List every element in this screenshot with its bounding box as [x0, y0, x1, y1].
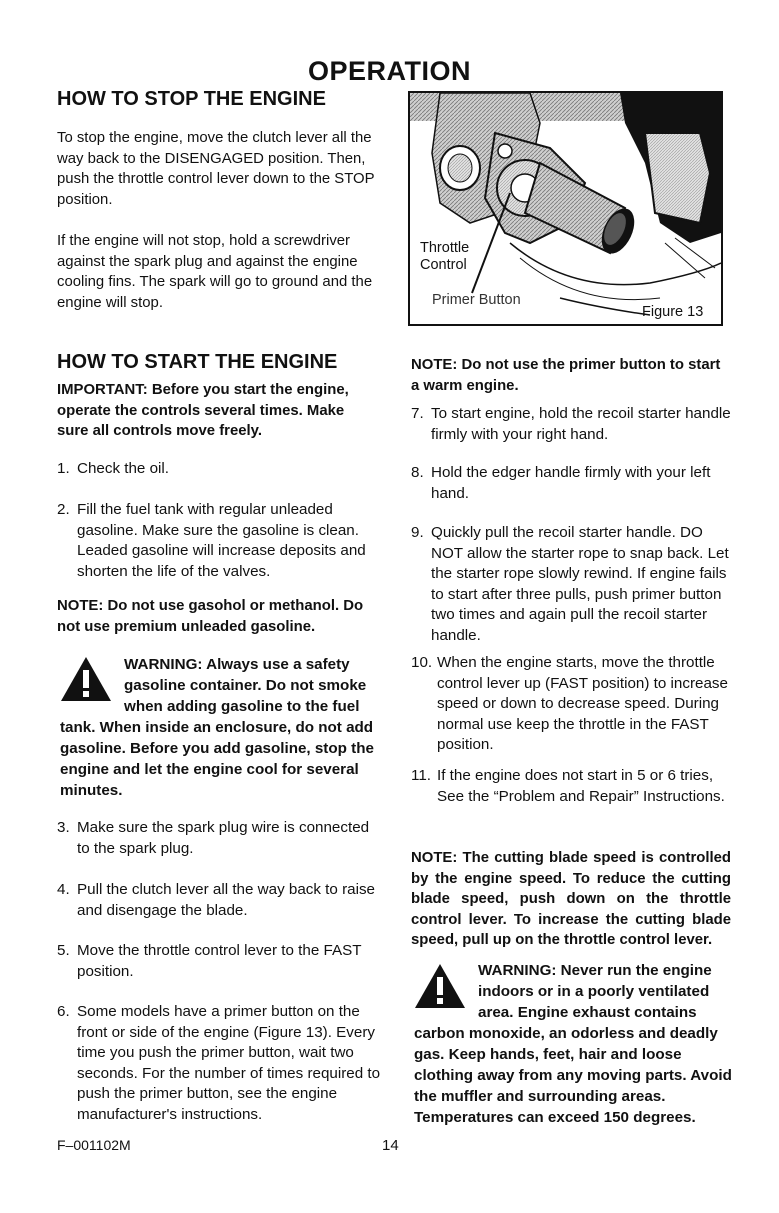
- step-7-text: To start engine, hold the recoil starter handle firmly with your right hand.: [431, 405, 731, 443]
- page-number: 14: [382, 1137, 399, 1154]
- step-2-text: Fill the fuel tank with regular unleaded gasoline. Make sure the gasoline is clean. Leaded gasoline will increase deposits and shorten the life of the valves.: [77, 501, 366, 580]
- step-8-text: Hold the edger handle firmly with your left hand.: [431, 464, 711, 502]
- note-blade-speed: NOTE: The cutting blade speed is controlled by the engine speed. To reduce the cutting blade speed, push down on the throttle control lever. To increase the cutting blade speed, pull up on the throttle control lever.: [411, 850, 731, 948]
- figure-caption: Figure 13: [642, 304, 704, 320]
- stop-paragraph-1: [57, 128, 380, 210]
- stop-paragraph-2: [57, 231, 380, 313]
- warning-1-text: WARNING: Always use a safety gasoline container. Do not smoke when adding gasoline to the fuel tank. When inside an enclosure, do not add gasoline. Before you add gasoline, stop the engine and let the engine cool for several minutes.: [60, 656, 374, 799]
- throttle-label-text: Throttle: [420, 240, 470, 256]
- warning-2-text: WARNING: Never run the engine indoors or in a poorly ventilated area. Engine exhaust contains carbon monoxide, an odorless and deadly gas. Keep hands, feet, hair and loose clothing away from any moving parts. Avoid the muffler and surrounding areas. Temperatures can exceed 150 degrees.: [414, 962, 732, 1126]
- step-3-text: Make sure the spark plug wire is connected to the spark plug.: [77, 819, 370, 857]
- note-gasohol: NOTE: Do not use gasohol or methanol. Do not use premium unleaded gasoline.: [57, 598, 364, 635]
- stop-para1-text: To stop the engine, move the clutch lever all the way back to the DISENGAGED position. Then, push the throttle control lever down to the STOP position.: [57, 130, 375, 208]
- primer-button-label: Primer Button: [432, 292, 521, 308]
- control-label-text: Control: [420, 257, 467, 273]
- step-1-text: Check the oil.: [77, 460, 170, 477]
- step-4-text: Pull the clutch lever all the way back to raise and disengage the blade.: [77, 881, 375, 919]
- figure-13: [408, 91, 723, 326]
- document-code: F–001102M: [57, 1137, 131, 1153]
- step-5-text: Move the throttle control lever to the FAST position.: [77, 942, 362, 980]
- stop-heading: HOW TO STOP THE ENGINE: [57, 88, 326, 110]
- stop-para2-text: If the engine will not stop, hold a screwdriver against the spark plug and against the engine cooling fins. The spark will go to ground and the engine will stop.: [57, 233, 373, 311]
- step-11-text: If the engine does not start in 5 or 6 tries, See the “Problem and Repair” Instructions.: [437, 767, 725, 805]
- important-note: IMPORTANT: Before you start the engine, operate the controls several times. Make sure all controls move freely.: [57, 382, 349, 439]
- note-primer: NOTE: Do not use the primer button to start a warm engine.: [411, 357, 721, 394]
- warning-2: [414, 960, 732, 1128]
- start-heading: HOW TO START THE ENGINE: [57, 351, 338, 373]
- step-6-text: Some models have a primer button on the front or side of the engine (Figure 13). Every time you push the primer button, wait two seconds. For the number of times required to push the primer button, see the engine manufacturer's instructions.: [77, 1003, 381, 1123]
- warning-1: [60, 654, 380, 801]
- step-9-text: Quickly pull the recoil starter handle. DO NOT allow the starter rope to snap back. Let the starter rope slowly rewind. If engine fails to start after three pulls, push primer button two times and again pull the recoil starter handle.: [431, 524, 729, 644]
- throttle-control-label: [420, 240, 469, 274]
- engine-illustration: [410, 93, 721, 324]
- step-10-text: When the engine starts, move the throttle control lever up (FAST position) to increase speed or down to decrease speed. During normal use keep the throttle in the FAST position.: [437, 654, 728, 753]
- page-title: OPERATION: [307, 56, 471, 86]
